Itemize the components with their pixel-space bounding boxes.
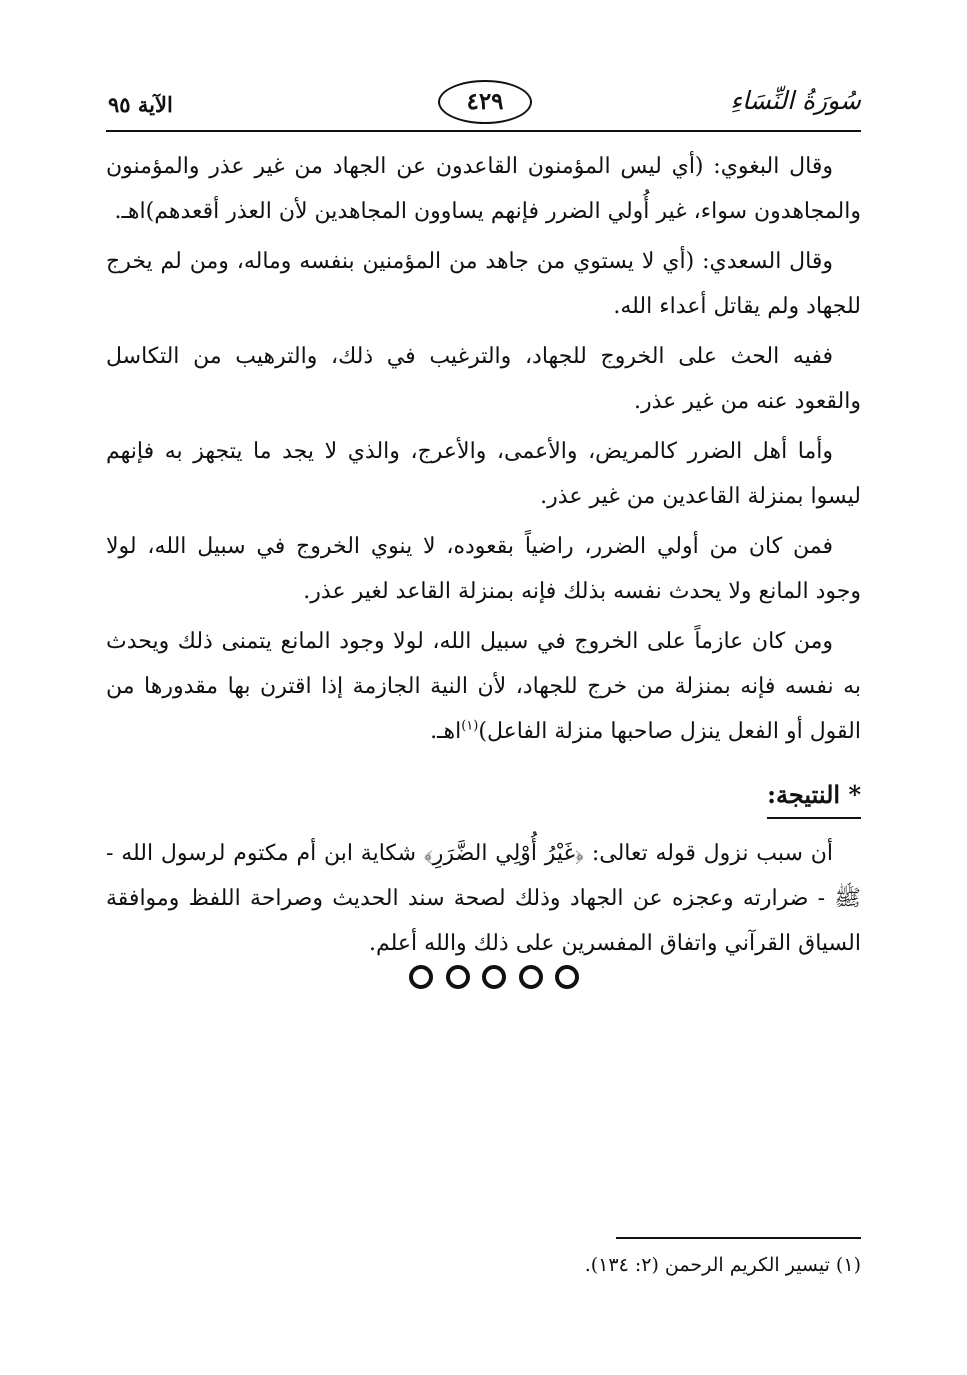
paragraph-text: ومن كان عازماً على الخروج في سبيل الله، لولا وجود المانع يتمنى ذلك ويحدث به نفسه فإنه بمنزلة من خرج للجهاد، لأن النية الجازمة إذا اقترن بها مقدورها من القول أو الفعل ينزل صاحبها منزلة الفاعل) <box>106 629 861 744</box>
footnote-marker: (١) <box>461 718 479 734</box>
conclusion-heading-wrap <box>106 774 861 819</box>
paragraph: وقال البغوي: (أي ليس المؤمنون القاعدون عن الجهاد من غير عذر والمؤمنون والمجاهدون سواء، غير أُولي الضرر فإنهم يساوون المجاهدين لأن العذر أقعدهم)اهـ. <box>106 154 861 224</box>
surah-name: سُورَةُ النِّسَاءِ <box>730 86 861 115</box>
paragraph: وقال السعدي: (أي لا يستوي من جاهد من المؤمنين بنفسه وماله، ومن لم يخرج للجهاد ولم يقاتل أعداء الله. <box>106 249 861 319</box>
footnote-divider <box>616 1237 861 1239</box>
verse-label: الآية ٩٥ <box>108 92 173 117</box>
conclusion-text: أن سبب نزول قوله تعالى: ﴿غَيْرُ أُوْلِي الضَّرَرِ﴾ شكاية ابن أم مكتوم لرسول الله - ﷺ - ضرارته وعجزه عن الجهاد وذلك لصحة سند الحديث وصراحة اللفظ وموافقة السياق القرآني واتفاق المفسرين على ذلك والله أعلم. <box>106 841 861 956</box>
paragraph: ففيه الحث على الخروج للجهاد، والترغيب في ذلك، والترهيب من التكاسل والقعود عنه من غير عذر. <box>106 344 861 414</box>
paragraph: فمن كان من أولي الضرر، راضياً بقعوده، لا ينوي الخروج في سبيل الله، لولا وجود المانع ولا يحدث نفسه بذلك فإنه بمنزلة القاعد لغير عذر. <box>106 534 861 604</box>
header-divider <box>106 130 861 132</box>
footnote: (١) تيسير الكريم الرحمن (٢: ١٣٤). <box>584 1254 861 1276</box>
paragraph <box>106 619 861 754</box>
circle-ornament-icon <box>409 965 433 989</box>
paragraph: وأما أهل الضرر كالمريض، والأعمى، والأعرج، والذي لا يجد ما يتجهز به فإنهم ليسوا بمنزلة القاعدين من غير عذر. <box>106 439 861 509</box>
page-number: ٤٢٩ <box>438 80 532 124</box>
paragraph-tail: اهـ. <box>430 719 462 744</box>
circle-ornament-icon <box>555 965 579 989</box>
circle-ornament-icon <box>482 965 506 989</box>
main-text <box>106 144 861 971</box>
section-separator <box>409 965 579 989</box>
circle-ornament-icon <box>519 965 543 989</box>
conclusion-heading: * النتيجة: <box>767 775 861 819</box>
circle-ornament-icon <box>446 965 470 989</box>
